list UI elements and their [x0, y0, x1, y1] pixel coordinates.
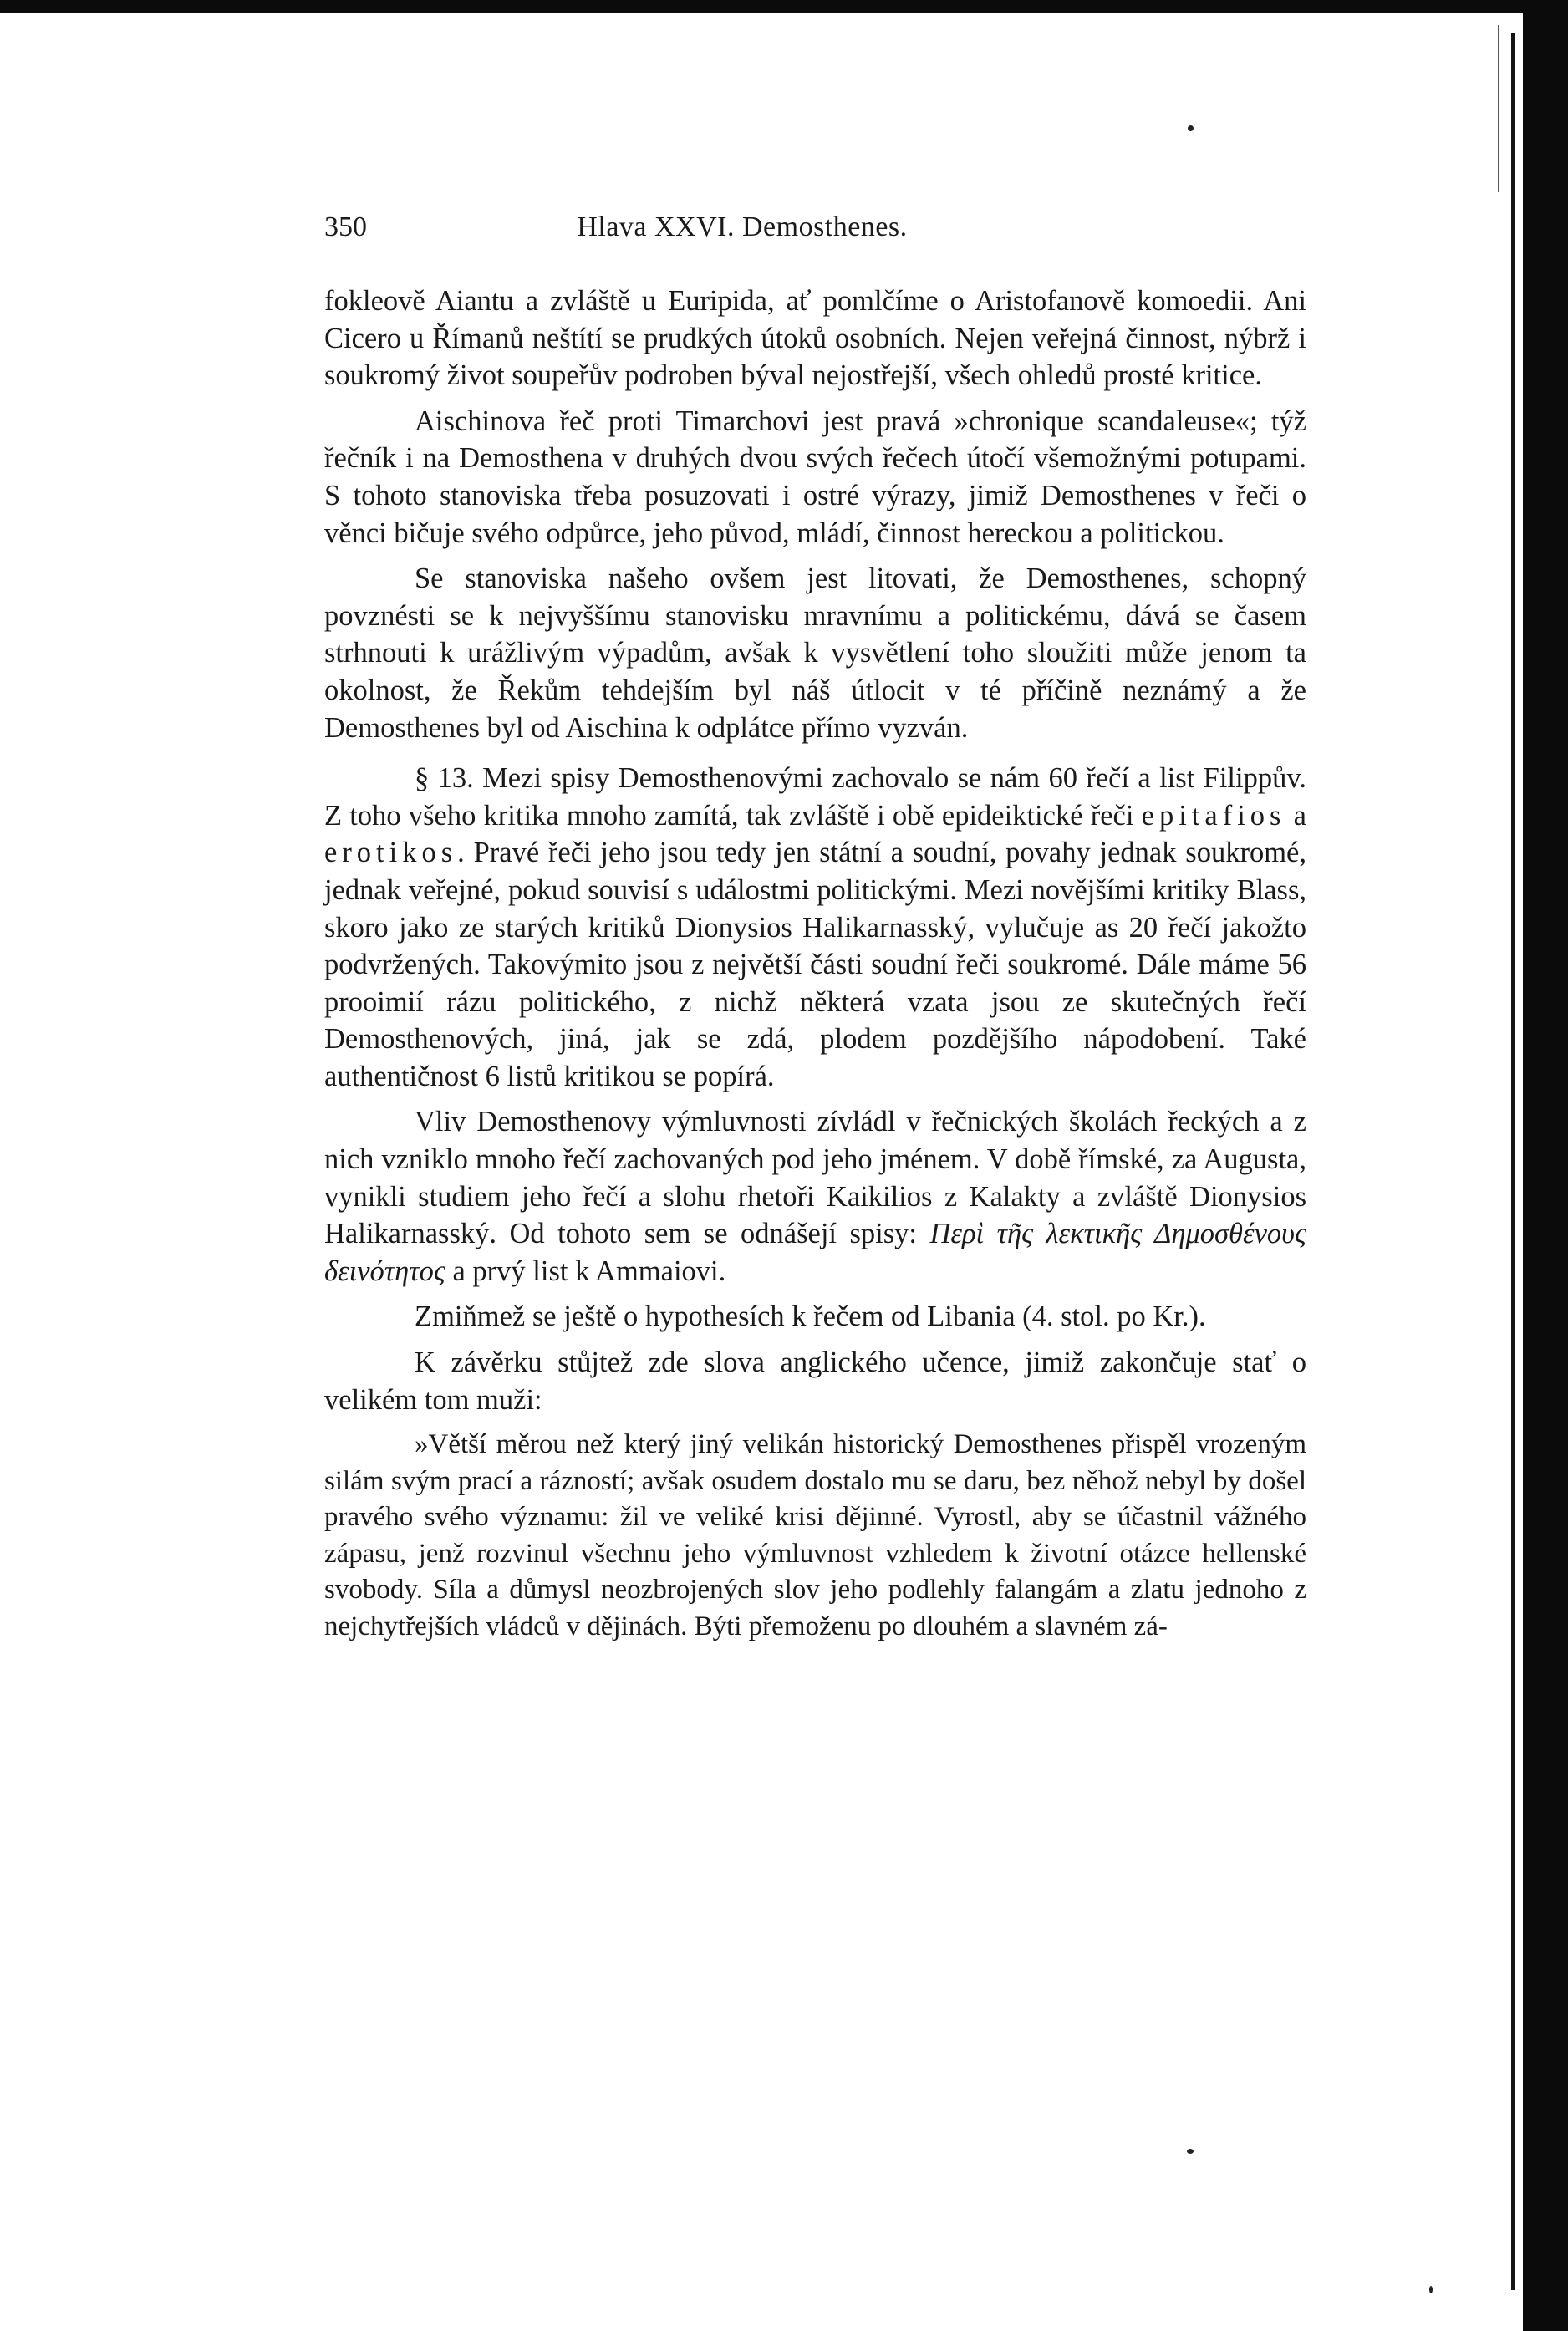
paragraph-text: Zmiňmež se ještě o hypothesích k řečem od Libania (4. stol. po Kr.).	[415, 1300, 1206, 1333]
book-gutter-line-secondary	[1498, 25, 1499, 192]
scan-speck	[1188, 125, 1194, 131]
paragraph	[324, 1344, 1306, 1418]
paragraph	[324, 403, 1306, 552]
page-body	[324, 282, 1306, 1645]
paragraph-text: a	[1285, 799, 1306, 832]
paragraph-text: Vliv Demosthenovy výmluvnosti zívládl v řečnických školách řeckých a z nich vzniklo mnoho řečí zachovaných pod jeho jménem. V době římské, za Augusta, vynikli studiem jeho řečí a slohu rhetoři Kaikilios z Kalakty a zvláště Dionysios Halikarnasský. Od tohoto sem se odnášejí spisy:	[324, 1106, 1306, 1250]
paragraph-text: a prvý list k Ammaiovi.	[445, 1255, 726, 1287]
scan-border-right	[1523, 0, 1568, 2331]
scan-speck	[1187, 2149, 1194, 2154]
chapter-title: Hlava XXVI. Demosthenes.	[577, 211, 908, 242]
paragraph-text: § 13. Mezi spisy Demosthenovými zachovalo se nám 60 řečí a list Filippův. Z toho všeho kritika mnoho zamítá, tak zvláště i obě epideiktické řeči	[324, 762, 1306, 832]
page-number: 350	[324, 211, 367, 242]
paragraph	[324, 1298, 1306, 1336]
greek-title: Περὶ τῆς λεκτικῆς Δημοσθένους δεινότητος	[324, 1218, 1306, 1287]
spaced-term-epitafios: epitafios	[1141, 799, 1286, 832]
paragraph	[324, 1103, 1306, 1290]
paragraph-text: . Pravé řeči jeho jsou tedy jen státní a soudní, povahy jednak soukromé, jednak veřejné, pokud souvisí s událostmi politickými. Mezi novějšími kritiky Blass, skoro jako ze starých kritiků Dionysios Halikarnasský, vylučuje as 20 řečí jakožto podvržených. Takovýmito jsou z největší části soudní řeči soukromé. Dále máme 56 prooimií rázu politického, z nichž některá vzata jsou ze skutečných řečí Demosthenových, jiná, jak se zdá, plodem pozdějšího nápodobení. Také authentičnost 6 listů kritikou se popírá.	[324, 837, 1306, 1092]
paragraph-text: fokleově Aiantu a zvláště u Euripida, ať pomlčíme o Aristofanově komoedii. Ani Cicero u Římanů neštítí se prudkých útoků osobních. Nejen veřejná činnost, nýbrž i soukromý život soupeřův podroben býval nejostřejší, všech ohledů prosté kritice.	[324, 285, 1306, 392]
spaced-term-erotikos: erotikos	[324, 837, 458, 869]
block-quote	[324, 1427, 1306, 1645]
paragraph-section-13	[324, 760, 1306, 1095]
paragraph	[324, 282, 1306, 394]
paragraph-text: »Větší měrou než který jiný velikán historický Demosthenes přispěl vrozeným silám svým prací a rázností; avšak osudem dostalo mu se daru, bez něhož nebyl by došel pravého svého významu: žil ve veliké krisi dějinné. Vyrostl, aby se účastnil vážného zápasu, jenž rozvinul všechnu jeho výmluvnost vzhledem k životní otázce hellenské svobody. Síla a důmysl neozbrojených slov jeho podlehly falangám a zlatu jednoho z nejchytřejších vládců v dějinách. Býti přemoženu po dlouhém a slavném zá-	[324, 1429, 1306, 1641]
scan-speck	[1429, 2286, 1433, 2293]
paragraph	[324, 560, 1306, 746]
book-gutter-line	[1511, 33, 1515, 2290]
paragraph-text: Se stanoviska našeho ovšem jest litovati, že Demosthenes, schopný povznésti se k nejvyššímu stanovisku mravnímu a politickému, dává se časem strhnouti k urážlivým výpadům, avšak k vysvětlení toho sloužiti může jenom ta okolnost, že Řekům tehdejším byl náš útlocit v té příčině neznámý a že Demosthenes byl od Aischina k odplátce přímo vyzván.	[324, 562, 1306, 744]
paragraph-text: K závěrku stůjtež zde slova anglického učence, jimiž zakončuje stať o velikém tom muži:	[324, 1346, 1306, 1416]
scan-border-top	[0, 0, 1568, 13]
paragraph-text: Aischinova řeč proti Timarchovi jest pravá »chronique scandaleuse«; týž řečník i na Demosthena v druhých dvou svých řečech útočí všemožnými potupami. S tohoto stanoviska třeba posuzovati i ostré výrazy, jimiž Demosthenes v řeči o věnci bičuje svého odpůrce, jeho původ, mládí, činnost hereckou a politickou.	[324, 405, 1306, 549]
